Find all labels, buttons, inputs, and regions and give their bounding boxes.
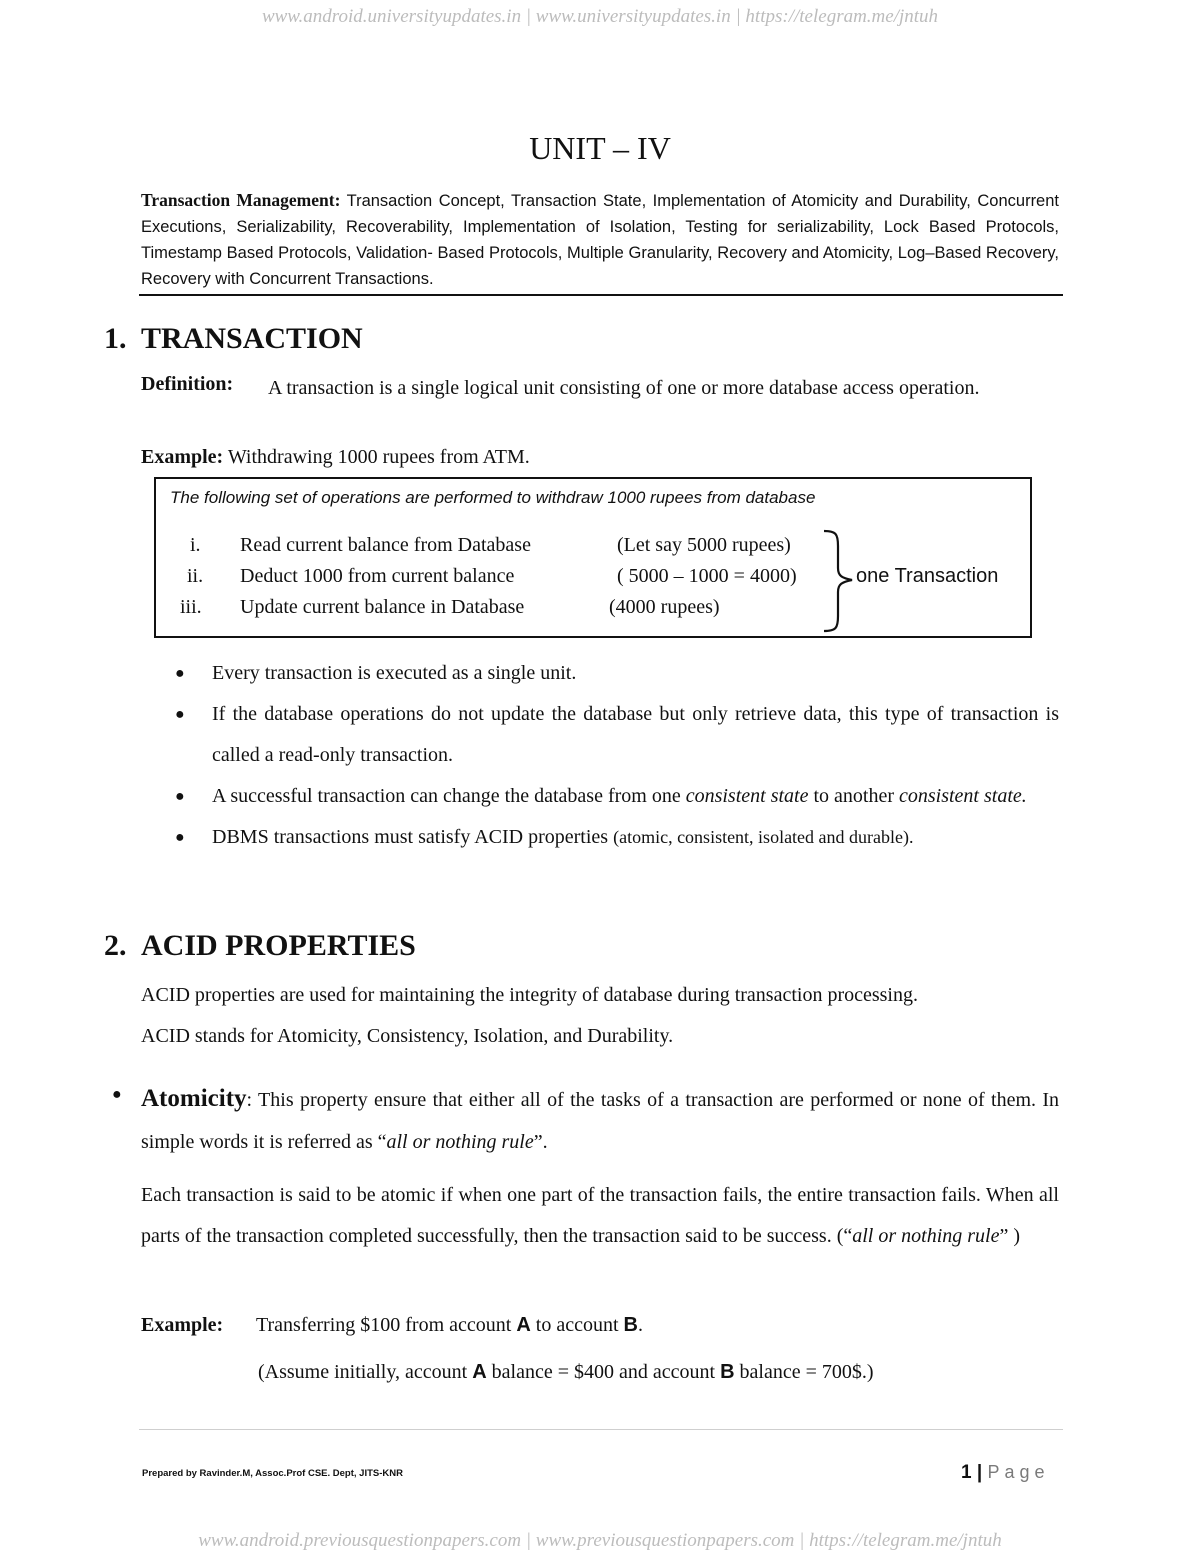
header-rule (139, 294, 1063, 296)
example-label: Example: (141, 446, 224, 468)
watermark-top: www.android.universityupdates.in | www.universityupdates.in | https://telegram.me/jntuh (261, 6, 939, 27)
section-1-heading (104, 322, 363, 356)
section-1-number: 1. (104, 322, 127, 355)
syllabus-paragraph (141, 187, 1059, 292)
atomicity-label: Atomicity (141, 1085, 247, 1112)
list-item: ● A successful transaction can change the database from one consistent state to another consistent state. (175, 785, 1027, 807)
account-b-label: B (623, 1314, 638, 1336)
transaction-bullets (170, 653, 1059, 858)
atomicity-bullet: ● (112, 1086, 122, 1103)
acid-example-assumption: (Assume initially, account A balance = $400 and account B balance = 700$.) (258, 1361, 874, 1383)
acid-intro-2: ACID stands for Atomicity, Consistency, Isolation, and Durability. (141, 1025, 674, 1047)
page-number: 1 | Page (961, 1462, 1050, 1483)
example-line (141, 446, 530, 469)
footer-author: Prepared by Ravinder.M, Assoc.Prof CSE. Dept, JITS-KNR (142, 1468, 403, 1479)
acid-example-label: Example: (141, 1314, 224, 1336)
section-2-heading (104, 929, 416, 963)
list-item: ● DBMS transactions must satisfy ACID properties (atomic, consistent, isolated and durable). (175, 826, 914, 848)
account-a-label: A (516, 1314, 531, 1336)
atomicity-paragraph: Atomicity: This property ensure that either all of the tasks of a transaction are performed or none of them. In simple words it is referred as “all or nothing rule”. (141, 1085, 1059, 1153)
step-1-num: i. (190, 534, 201, 556)
syllabus-text: Transaction Concept, Transaction State, Implementation of Atomicity and Durability, Concurrent Executions, Serializability, Recoverability, Implementation of Isolation, Testing for serializability, Lock Based Protocols, Timestamp Based Protocols, Validation- Based Protocols, Multiple Granularity, Recovery and Atomicity, Log–Based Recovery, Recovery with Concurrent Transactions. (141, 192, 1059, 288)
step-3-num: iii. (180, 596, 202, 618)
list-item: ● Every transaction is executed as a single unit. (175, 662, 577, 684)
acid-example-text: Transferring $100 from account A to account B. (256, 1314, 643, 1336)
step-3-text: Update current balance in Database (240, 596, 525, 618)
unit-title: UNIT – IV (529, 130, 671, 166)
curly-brace-icon (818, 528, 858, 634)
watermark-bottom: www.android.previousquestionpapers.com | www.previousquestionpapers.com | https://telegram.me/jntuh (198, 1530, 1002, 1551)
section-2-number: 2. (104, 929, 127, 962)
definition-text: A transaction is a single logical unit consisting of one or more database access operation. (268, 377, 980, 399)
brace-label: one Transaction (856, 565, 999, 587)
step-3-note: (4000 rupees) (609, 596, 720, 618)
step-1-text: Read current balance from Database (240, 534, 531, 556)
step-2-num: ii. (187, 565, 204, 587)
list-item: ● If the database operations do not update the database but only retrieve data, this type of transaction is called a read-only transaction. (175, 703, 1059, 766)
acid-intro-1: ACID properties are used for maintaining the integrity of database during transaction processing. (141, 984, 918, 1006)
step-1-note: (Let say 5000 rupees) (617, 534, 791, 556)
example-text: Withdrawing 1000 rupees from ATM. (223, 446, 530, 468)
definition-label: Definition: (141, 373, 234, 395)
footer-rule (139, 1429, 1063, 1430)
section-1-title: TRANSACTION (141, 322, 363, 355)
step-2-text: Deduct 1000 from current balance (240, 565, 515, 587)
step-2-note: ( 5000 – 1000 = 4000) (617, 565, 797, 587)
section-2-title: ACID PROPERTIES (141, 929, 416, 962)
box-caption: The following set of operations are performed to withdraw 1000 rupees from database (170, 488, 816, 507)
atomicity-explanation: Each transaction is said to be atomic if when one part of the transaction fails, the entire transaction fails. When all parts of the transaction completed successfully, then the transaction said to be success. (“all or nothing rule” ) (141, 1184, 1059, 1247)
syllabus-label: Transaction Management: (141, 190, 341, 210)
